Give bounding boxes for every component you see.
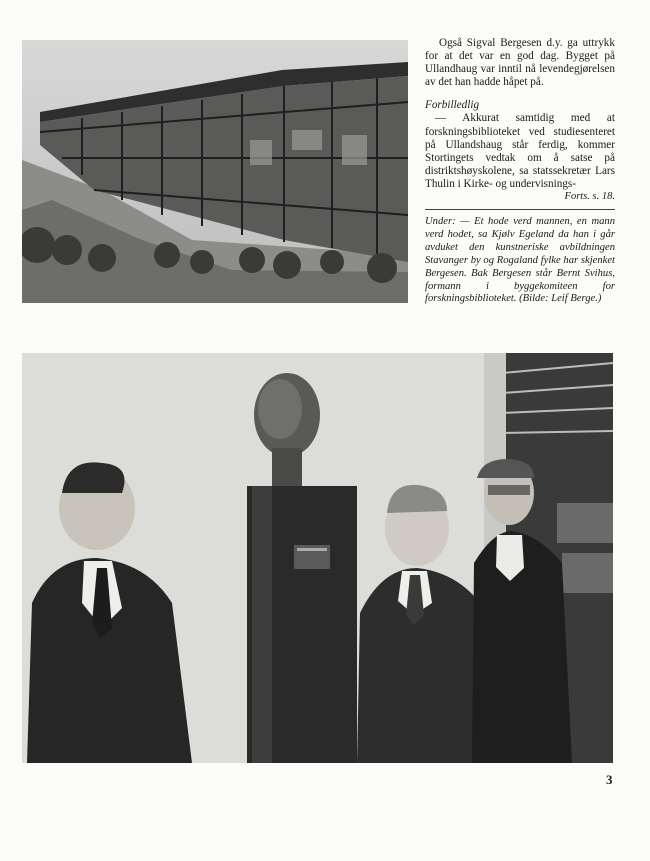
divider-rule <box>425 209 615 210</box>
continued-note: Forts. s. 18. <box>564 191 615 203</box>
library-building-photo <box>22 40 408 303</box>
bust-unveiling-photo <box>22 353 613 763</box>
page-number: 3 <box>606 772 613 787</box>
article-intro: Også Sigval Bergesen d.y. ga uttrykk for at det var en god dag. Bygget på Ullandhaug var inntil nå levendegjørelsen av det han hadde håpet på. <box>425 37 615 89</box>
article-column <box>425 37 615 306</box>
article-body: — Akkurat samtidig med at forskningsbiblioteket ved studiesenteret på Ullandshaug står ferdig, kommer Stortingets vedtak om å satse på distriktshøyskolene, sa statssekretær Lars Thulin i Kirke- og undervisnings- <box>425 112 615 190</box>
article-subheading: Forbilledlig <box>425 99 480 112</box>
photo-caption: Under: — Et hode verd mannen, en mann verd hodet, sa Kjølv Egeland da han i går avduket den kunstneriske avbildningen Stavanger by og Rogaland fylke har skjenket Bergesen. Bak Bergesen står Bernt Svihus, formann i byggekomiteen for forskningsbiblioteket. (Bilde: Leif Berge.) <box>425 216 615 305</box>
